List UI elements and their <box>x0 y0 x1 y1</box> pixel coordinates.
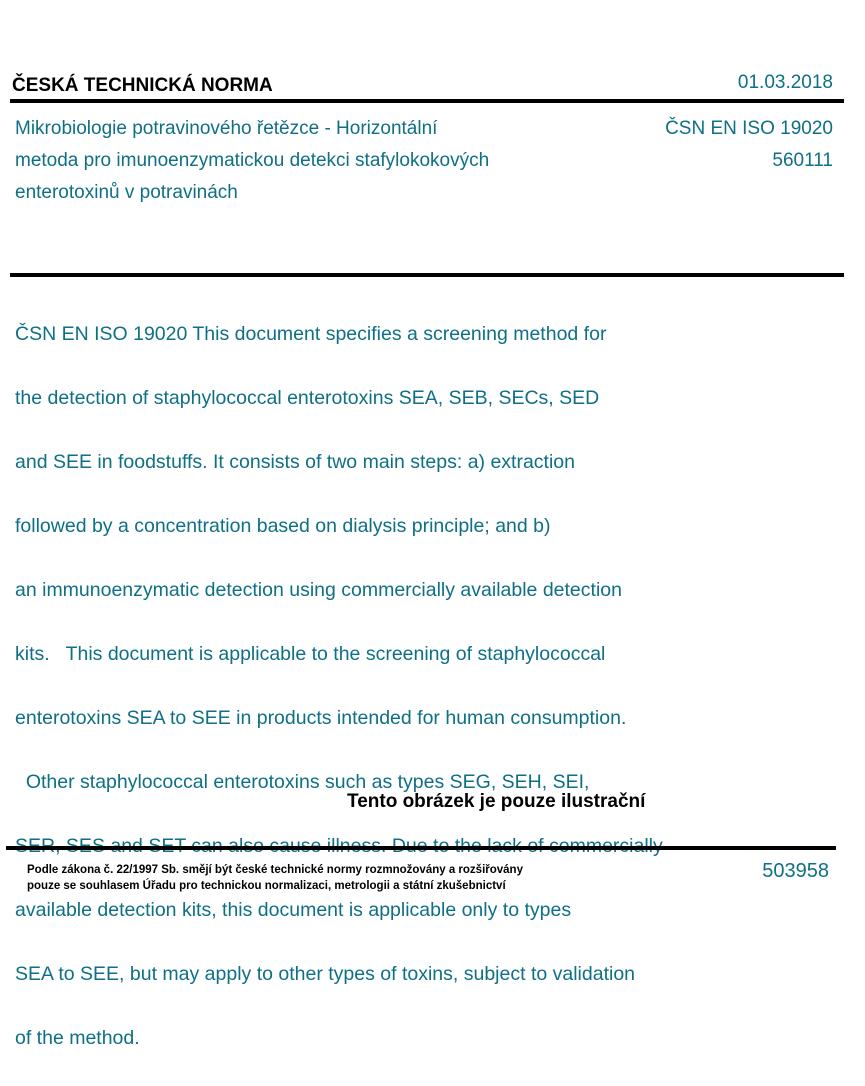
standard-title-cz <box>15 113 615 209</box>
abstract-line: and SEE in foodstuffs. It consists of two main steps: a) extraction <box>15 451 575 473</box>
abstract-line: Other staphylococcal enterotoxins such as types SEG, SEH, SEI, <box>15 771 590 793</box>
abstract-line: available detection kits, this document is applicable only to types <box>15 899 572 921</box>
abstract-line: an immunoenzymatic detection using commercially available detection <box>15 579 622 601</box>
footer-divider <box>6 846 836 850</box>
illustrative-notice: Tento obrázek je pouze ilustrační <box>347 791 646 812</box>
abstract-line: the detection of staphylococcal enterotoxins SEA, SEB, SECs, SED <box>15 387 600 409</box>
header-divider <box>10 99 844 103</box>
footer-legal-line: Podle zákona č. 22/1997 Sb. smějí být české technické normy rozmnožovány a rozšiřovány <box>27 864 523 876</box>
catalog-number: 503958 <box>762 860 829 882</box>
footer-legal-note <box>27 862 647 894</box>
abstract-line: ČSN EN ISO 19020 This document specifies a screening method for <box>15 323 607 345</box>
standard-title-line: enterotoxinů v potravinách <box>15 182 238 203</box>
abstract-line: of the method. <box>15 1027 140 1049</box>
abstract-line: enterotoxins SEA to SEE in products intended for human consumption. <box>15 707 627 729</box>
abstract-text <box>15 286 755 1086</box>
document-header-title: ČESKÁ TECHNICKÁ NORMA <box>12 75 273 96</box>
publication-date: 01.03.2018 <box>737 72 833 93</box>
abstract-line: SEA to SEE, but may apply to other types of toxins, subject to validation <box>15 963 636 985</box>
standard-title-line: Mikrobiologie potravinového řetězce - Horizontální <box>15 118 438 139</box>
standard-title-line: metoda pro imunoenzymatickou detekci stafylokokových <box>15 150 490 171</box>
abstract-line: followed by a concentration based on dialysis principle; and b) <box>15 515 551 537</box>
classification-number: 560111 <box>772 150 833 171</box>
standard-code: ČSN EN ISO 19020 <box>665 118 833 139</box>
abstract-line: kits. This document is applicable to the screening of staphylococcal <box>15 643 606 665</box>
section-divider <box>10 273 844 277</box>
footer-legal-line: pouze se souhlasem Úřadu pro technickou normalizaci, metrologii a státní zkušebnictví <box>27 880 506 892</box>
standard-identifier <box>665 113 833 177</box>
